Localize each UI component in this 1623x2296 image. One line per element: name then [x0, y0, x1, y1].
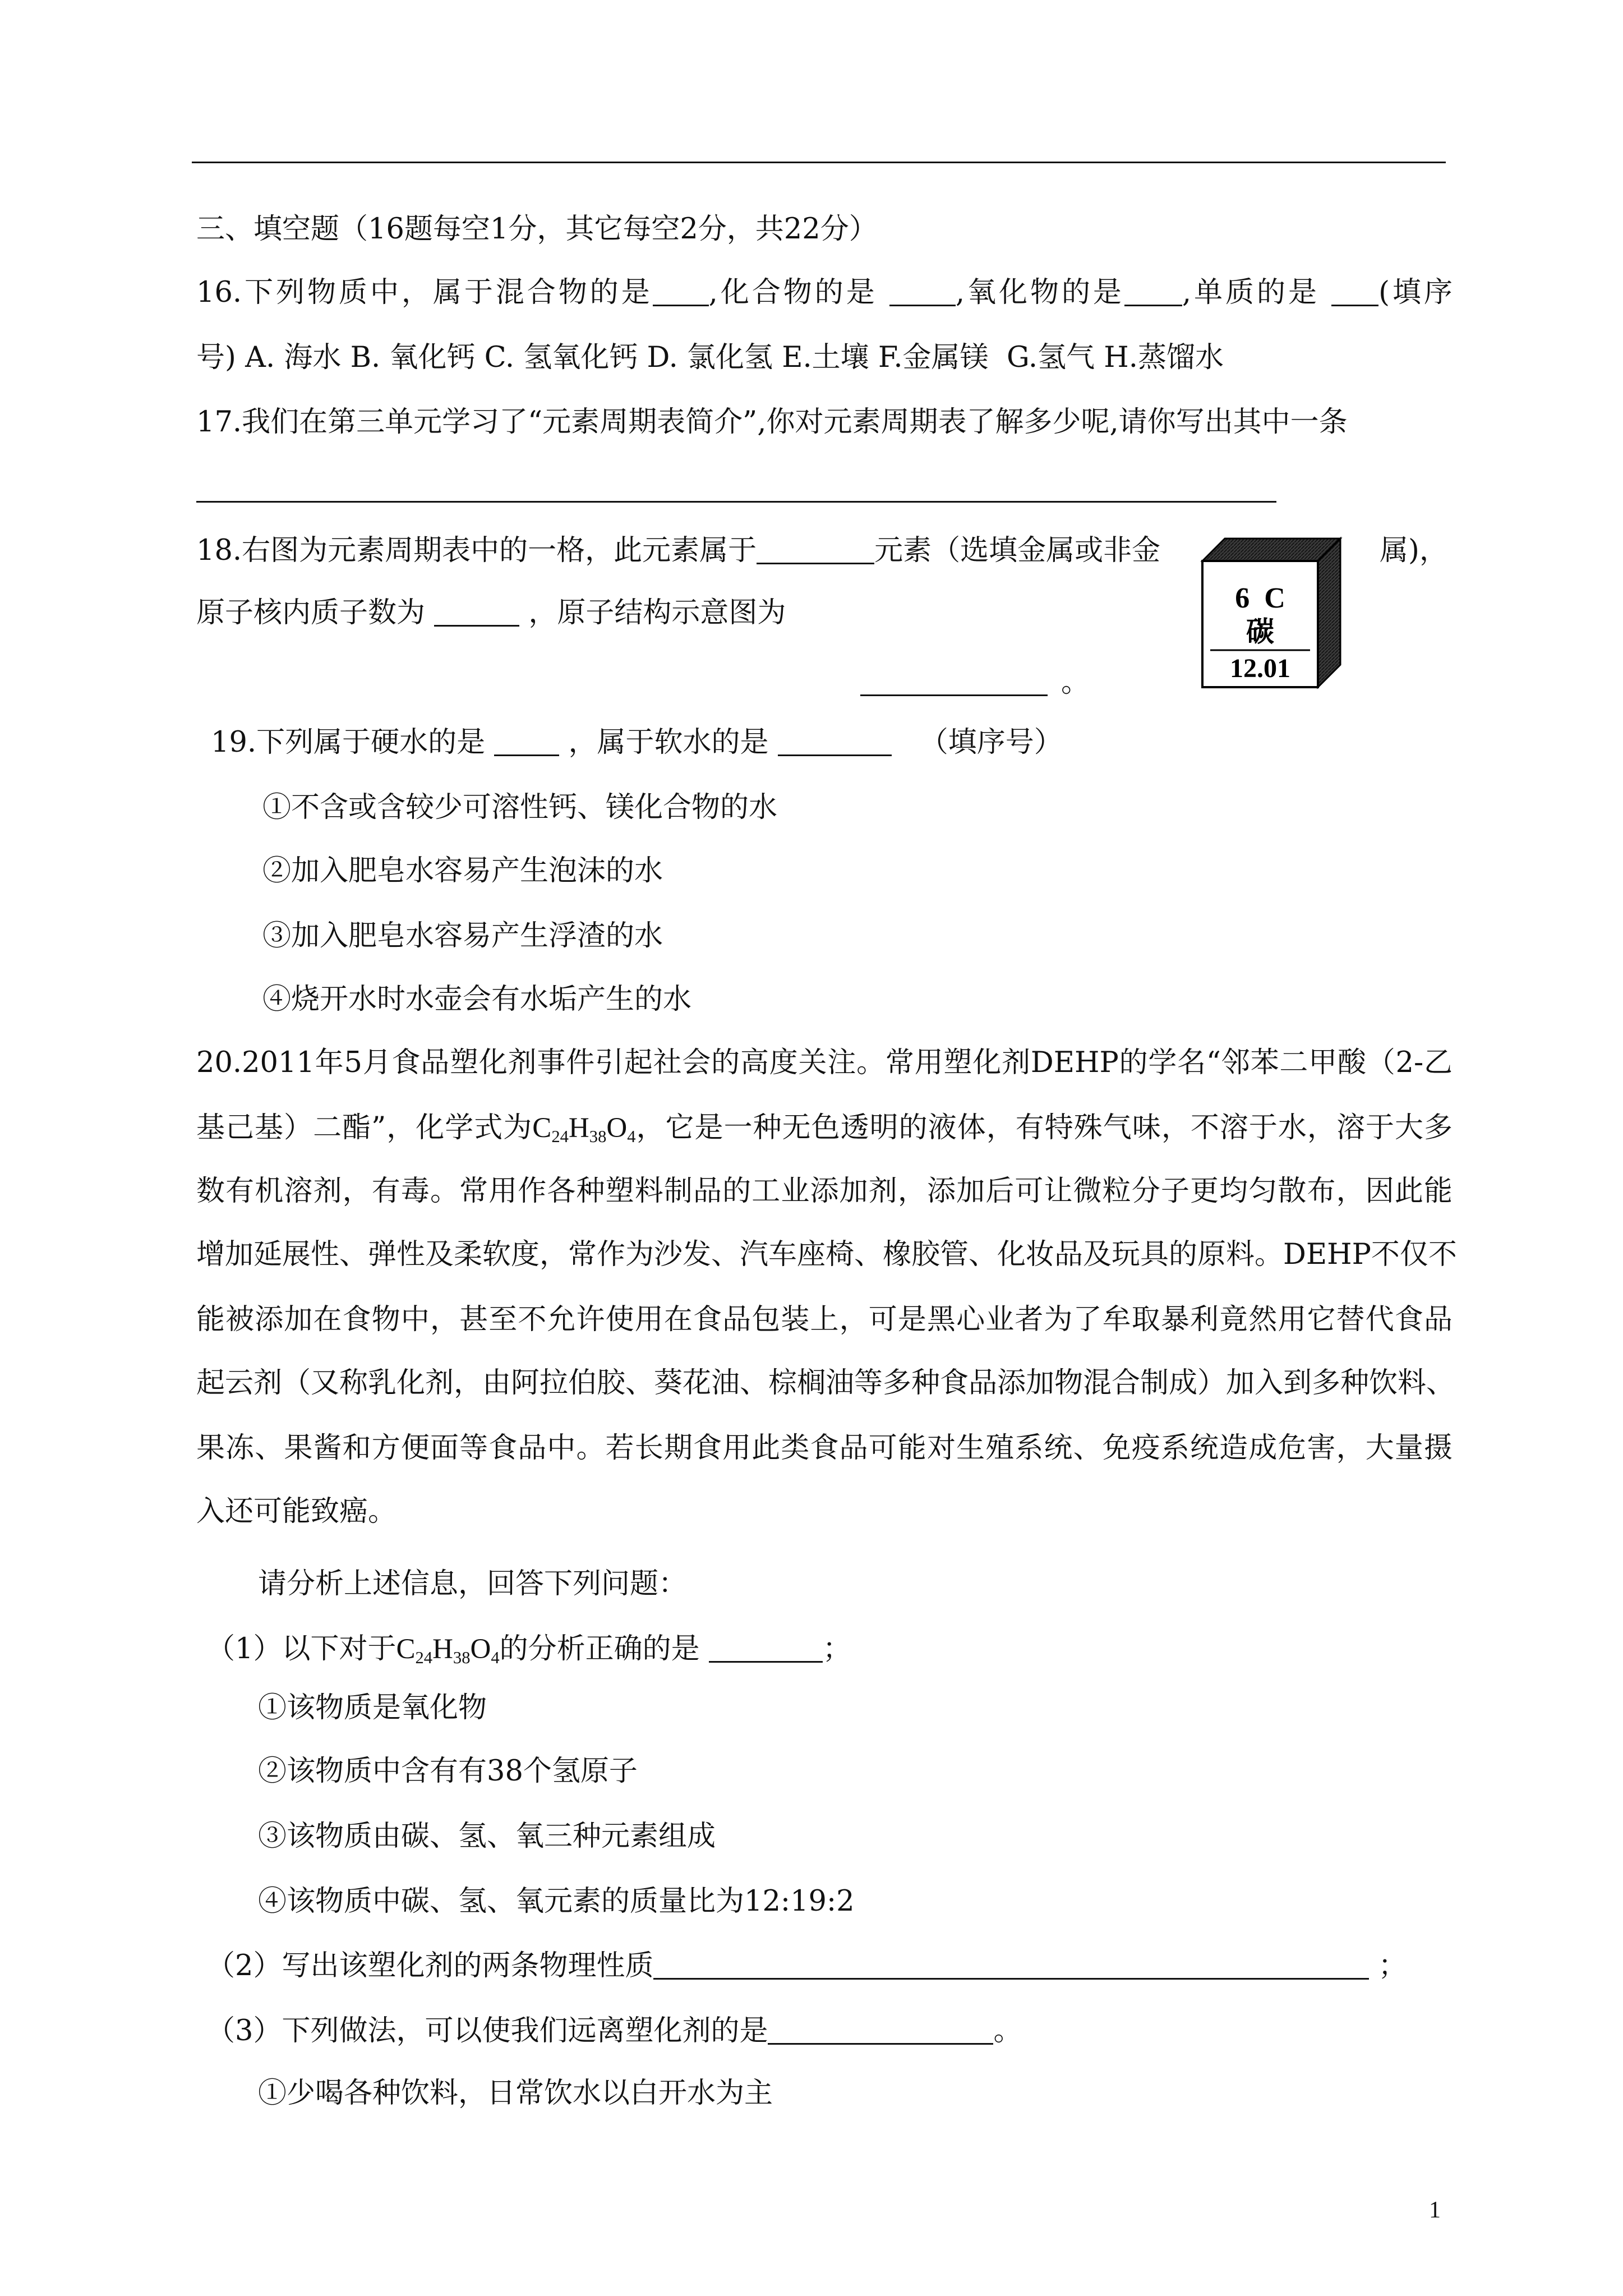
formula-element: C — [396, 1634, 416, 1665]
q19-option: ④烧开水时水壶会有水垢产生的水 — [262, 983, 692, 1016]
section-heading: 三、填空题（16题每空1分，其它每空2分，共22分） — [196, 213, 878, 246]
q16-text: ,氧化物的是 — [955, 276, 1124, 309]
formula-element: C — [532, 1112, 552, 1144]
q20-prompt: 请分析上述信息，回答下列问题： — [258, 1567, 688, 1600]
q18-text: 18.右图为元素周期表中的一格，此元素属于 — [196, 534, 757, 567]
formula-count: 24 — [551, 1127, 569, 1147]
sub1-text: 的分析正确的是 — [499, 1632, 709, 1665]
answer-blank — [757, 538, 874, 564]
formula-element: O — [470, 1634, 491, 1665]
q16-options: 号) A. 海水 B. 氧化钙 C. 氢氧化钙 D. 氯化氢 E.土壤 F.金属镁 G.氢气 H.蒸馏水 — [196, 341, 1224, 374]
q20-passage-line: 入还可能致癌。 — [196, 1495, 397, 1528]
answer-blank — [778, 730, 892, 756]
q18-text: 元素（选填金属或非金 — [874, 534, 1161, 567]
q20-passage-line — [196, 1111, 1453, 1145]
answer-blank — [1124, 280, 1182, 306]
q20-sub3-stem — [206, 2014, 1022, 2049]
answer-blank — [709, 1636, 823, 1663]
chemical-formula — [396, 1634, 500, 1668]
q19-text: （填序号） — [919, 726, 1063, 759]
passage-text: ，它是一种无色透明的液体，有特殊气味，不溶于水，溶于大多 — [635, 1111, 1453, 1144]
card-top-face — [1202, 539, 1340, 561]
q17-stem: 17.我们在第三单元学习了“元素周期表简介”,你对元素周期表了解多少呢,请你写出其中一条 — [196, 406, 1348, 439]
q19-option: ②加入肥皂水容易产生泡沫的水 — [262, 854, 663, 887]
q20-passage-line: 起云剂（又称乳化剂，由阿拉伯胶、葵花油、棕榈油等多种食品添加物混合制成）加入到多种饮料、 — [196, 1366, 1455, 1400]
header-rule — [192, 162, 1446, 163]
q19-option: ③加入肥皂水容易产生浮渣的水 — [262, 919, 663, 953]
formula-element: H — [432, 1634, 453, 1665]
answer-blank — [768, 2018, 993, 2045]
sub1-text: ； — [822, 1632, 851, 1665]
answer-line — [196, 501, 1276, 503]
q19-option: ①不含或含较少可溶性钙、镁化合物的水 — [262, 791, 778, 824]
formula-count: 24 — [415, 1648, 433, 1668]
q20-sub1-option: ①该物质是氧化物 — [258, 1691, 487, 1724]
formula-element: H — [568, 1112, 589, 1144]
q20-sub1-stem — [206, 1632, 851, 1667]
answer-blank — [434, 600, 519, 627]
q16-text: 16.下列物质中，属于混合物的是 — [196, 276, 653, 309]
q20-passage-line: 数有机溶剂，有毒。常用作各种塑料制品的工业添加剂，添加后可让微粒分子更均匀散布，因此能 — [196, 1175, 1453, 1208]
q20-sub1-option: ③该物质由碳、氢、氧三种元素组成 — [258, 1820, 716, 1853]
q19-stem — [211, 725, 1063, 760]
chemical-formula — [532, 1112, 636, 1147]
q20-passage-line: 增加延展性、弹性及柔软度，常作为沙发、汽车座椅、橡胶管、化妆品及玩具的原料。DEHP不仅不 — [196, 1238, 1457, 1271]
sub2-text: （2）写出该塑化剂的两条物理性质 — [206, 1949, 654, 1982]
q20-sub1-option: ②该物质中含有有38个氢原子 — [258, 1755, 638, 1788]
q18-stem — [196, 533, 1160, 568]
answer-blank — [1331, 280, 1378, 306]
answer-blank — [653, 280, 709, 306]
atomic-number: 6 — [1235, 582, 1250, 614]
q19-text: 19.下列属于硬水的是 — [211, 726, 495, 759]
q20-passage-line: 能被添加在食物中，甚至不允许使用在食品包装上，可是黑心业者为了牟取暴利竟然用它替代食品 — [196, 1303, 1453, 1336]
q20-sub3-option: ①少喝各种饮料，日常饮水以白开水为主 — [258, 2077, 773, 2110]
q18-line-3 — [860, 665, 1090, 700]
atomic-mass: 12.01 — [1230, 654, 1290, 683]
answer-blank — [889, 280, 956, 306]
passage-text: 基己基）二酯”，化学式为 — [196, 1111, 533, 1144]
q16-stem — [196, 275, 1453, 310]
element-card-image — [1200, 536, 1343, 690]
answer-blank — [494, 730, 559, 756]
q18-line-2 — [196, 596, 786, 631]
answer-blank — [653, 1953, 1369, 1980]
q20-passage-line: 果冻、果酱和方便面等食品中。若长期食用此类食品可能对生殖系统、免疫系统造成危害，大量摄 — [196, 1432, 1453, 1465]
formula-count: 4 — [491, 1648, 500, 1668]
q18-text: 。 — [1061, 666, 1090, 699]
formula-count: 4 — [627, 1127, 636, 1147]
q16-text: ,化合物的是 — [708, 276, 889, 309]
formula-count: 38 — [453, 1648, 471, 1668]
page-number: 1 — [1429, 2197, 1441, 2223]
formula-element: O — [606, 1112, 628, 1144]
element-symbol: C — [1264, 582, 1285, 614]
q16-text: ,单质的是 — [1182, 276, 1332, 309]
q20-passage-line: 20.2011年5月食品塑化剂事件引起社会的高度关注。常用塑化剂DEHP的学名“邻苯二甲酸（2-乙 — [196, 1046, 1453, 1079]
q16-text: (填序 — [1378, 276, 1453, 309]
q19-text: ，属于软水的是 — [559, 726, 778, 759]
q18-text: 原子核内质子数为 — [196, 596, 435, 629]
q20-sub1-option: ④该物质中碳、氢、氧元素的质量比为12:19:2 — [258, 1885, 855, 1918]
sub3-text: （3）下列做法，可以使我们远离塑化剂的是 — [206, 2014, 768, 2047]
element-name: 碳 — [1246, 616, 1274, 647]
sub1-text: （1）以下对于 — [206, 1632, 396, 1665]
sub3-text: 。 — [993, 2014, 1022, 2047]
q18-text: 属)， — [1380, 534, 1448, 567]
q18-text: ，原子结构示意图为 — [519, 596, 786, 629]
formula-count: 38 — [589, 1127, 607, 1147]
q20-sub2-stem — [206, 1949, 1407, 1984]
card-side-face — [1318, 539, 1340, 687]
sub2-text: ； — [1378, 1949, 1407, 1982]
answer-blank — [860, 670, 1048, 696]
